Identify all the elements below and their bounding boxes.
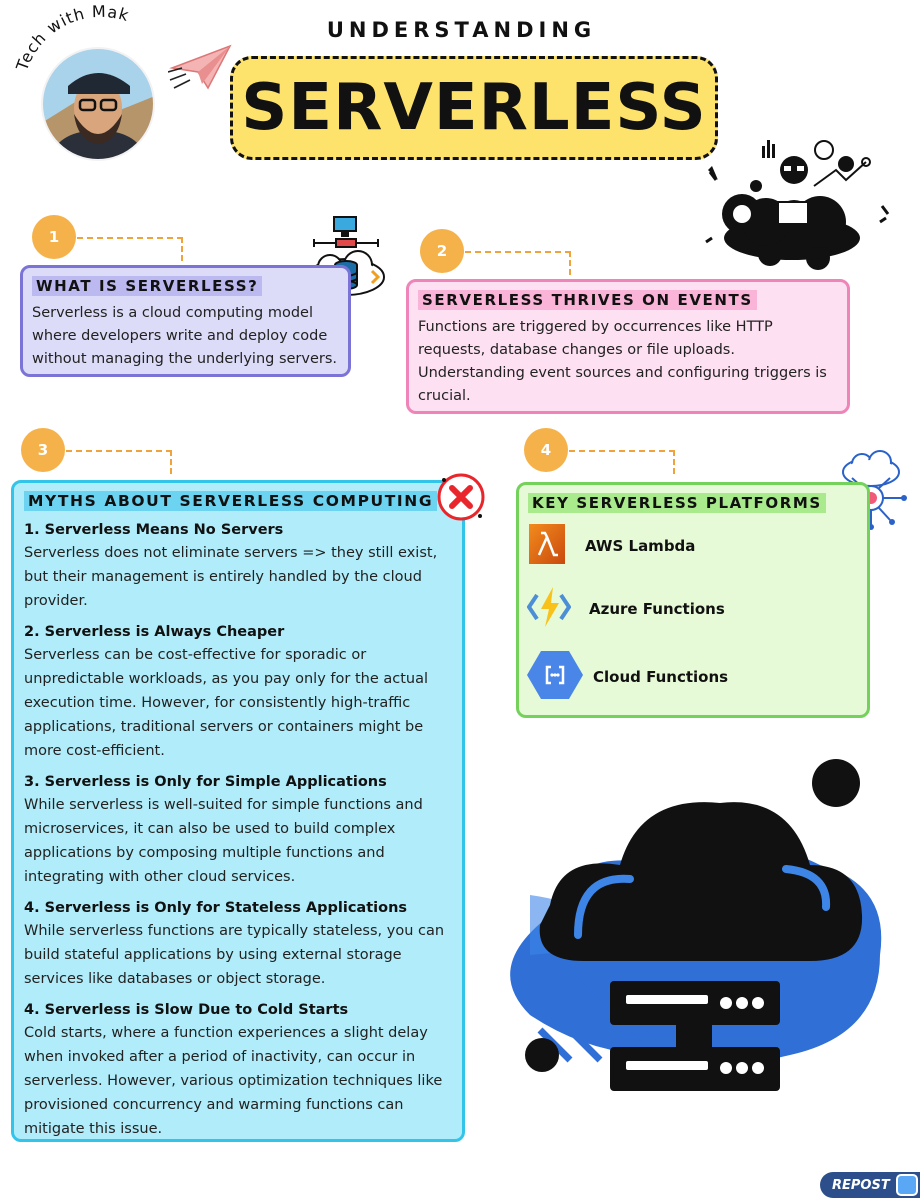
- developer-cloud-illustration: [696, 110, 896, 280]
- repost-label: REPOST: [832, 1177, 890, 1193]
- aws-lambda-icon: [527, 521, 567, 571]
- myth-item: [24, 999, 452, 1141]
- section-2-body: Functions are triggered by occurrences like HTTP requests, database changes or file uploads. Understanding event sources and configuring triggers is crucial.: [418, 319, 827, 404]
- paper-plane-icon: [168, 40, 234, 96]
- myth-heading: 3. Serverless is Only for Simple Applications: [24, 774, 387, 790]
- myth-heading: 4. Serverless is Only for Stateless Applications: [24, 900, 408, 916]
- myth-heading: 4. Serverless is Slow Due to Cold Starts: [24, 1002, 349, 1018]
- platform-cloud-functions: [527, 649, 728, 705]
- myth-item: [24, 897, 452, 991]
- platform-label: Azure Functions: [589, 600, 725, 618]
- connector-line: [77, 237, 183, 261]
- google-cloud-functions-icon: [527, 649, 583, 705]
- platform-label: AWS Lambda: [585, 537, 696, 555]
- section-1-title: WHAT IS SERVERLESS?: [32, 276, 262, 296]
- section-myths: [11, 480, 465, 1142]
- myth-text: Cold starts, where a function experiences a slight delay when invoked after a period of inactivity, can occur in serverless. However, various optimization techniques like provisioned concurrency and warming functions can mitigate this issue.: [24, 1025, 443, 1137]
- myth-text: Serverless can be cost-effective for sporadic or unpredictable workloads, as you pay only for the actual execution time. However, for consistently high-traffic applications, traditional servers or containers might be more cost-efficient.: [24, 647, 428, 759]
- myth-text: Serverless does not eliminate servers => they still exist, but their management is entirely handled by the cloud provider.: [24, 545, 438, 609]
- myth-heading: 1. Serverless Means No Servers: [24, 522, 284, 538]
- step-4-badge: 4: [524, 428, 568, 472]
- connector-line: [569, 450, 675, 474]
- header-subtitle: UNDERSTANDING: [326, 18, 597, 42]
- step-1-badge: 1: [32, 215, 76, 259]
- myth-item: [24, 771, 452, 889]
- connector-line: [465, 251, 571, 275]
- section-2-title: SERVERLESS THRIVES ON EVENTS: [418, 290, 757, 310]
- repost-button[interactable]: [820, 1172, 920, 1198]
- platform-aws-lambda: [527, 521, 695, 571]
- azure-functions-icon: [527, 585, 571, 633]
- step-3-badge: 3: [21, 428, 65, 472]
- section-platforms: [516, 482, 870, 718]
- platform-azure-functions: [527, 585, 725, 633]
- connector-line: [66, 450, 172, 474]
- section-events: [406, 279, 850, 414]
- myth-item: [24, 621, 452, 763]
- section-3-title: MYTHS ABOUT SERVERLESS COMPUTING: [24, 491, 437, 511]
- myth-item: [24, 519, 452, 613]
- brand-text: Tech with Mak: [12, 4, 132, 74]
- repost-icon: [896, 1174, 918, 1196]
- cloud-server-illustration: [490, 755, 910, 1105]
- section-what-is-serverless: [20, 265, 351, 377]
- myth-text: While serverless is well-suited for simple functions and microservices, it can also be used to build complex applications by composing multiple functions and integrating with other cloud services.: [24, 797, 423, 885]
- page-title: SERVERLESS: [241, 71, 707, 145]
- myth-text: While serverless functions are typically stateless, you can build stateful applications by using external storage services like databases or object storage.: [24, 923, 445, 987]
- platform-label: Cloud Functions: [593, 668, 729, 686]
- section-1-body: Serverless is a cloud computing model where developers write and deploy code without managing the underlying servers.: [32, 305, 338, 367]
- section-4-title: KEY SERVERLESS PLATFORMS: [528, 493, 826, 513]
- myth-heading: 2. Serverless is Always Cheaper: [24, 624, 285, 640]
- title-banner: [230, 56, 718, 160]
- close-x-icon: [434, 470, 488, 524]
- step-2-badge: 2: [420, 229, 464, 273]
